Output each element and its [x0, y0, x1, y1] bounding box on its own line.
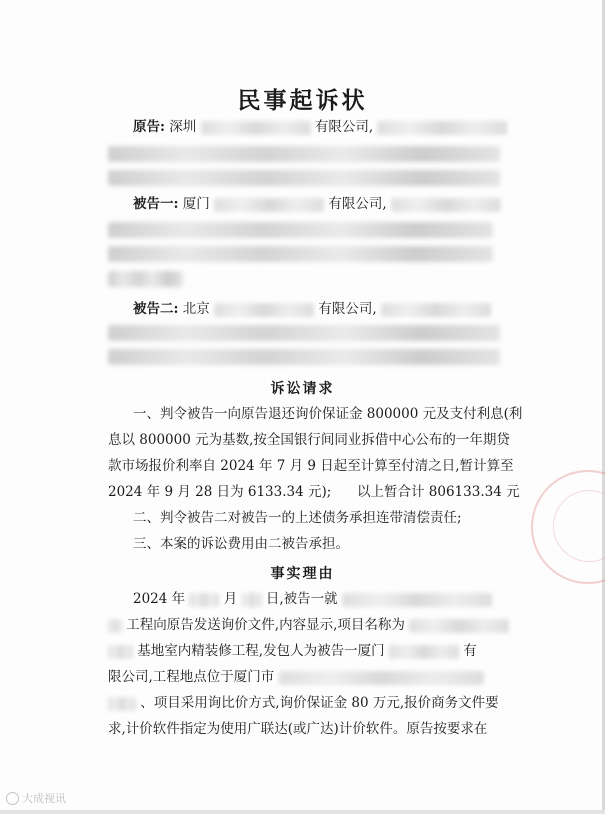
redaction [108, 697, 136, 711]
redaction [214, 303, 314, 317]
redaction [108, 645, 133, 659]
redaction [108, 619, 122, 633]
redaction [214, 198, 324, 212]
fact-text: 月 [223, 591, 238, 607]
fact-line [133, 590, 492, 608]
fact-text: 日,被告一就 [265, 591, 338, 607]
redaction [108, 325, 500, 341]
redaction [377, 121, 507, 135]
redaction [409, 619, 509, 633]
redaction [108, 146, 500, 162]
redaction [391, 198, 501, 212]
fact-line [108, 616, 509, 634]
defendant2-suffix: 有限公司, [318, 301, 377, 317]
fact-text: 、项目采用询比价方式,询价保证金 80 万元,报价商务文件要 [140, 695, 499, 711]
redaction [108, 246, 493, 262]
defendant1-suffix: 有限公司, [328, 196, 387, 212]
claim-line: 三、本案的诉讼费用由二被告承担。 [133, 536, 349, 552]
plaintiff-line [133, 118, 507, 136]
claim-total: 以上暂合计 806133.34 元 [357, 484, 520, 500]
redaction [279, 671, 484, 685]
redaction [389, 645, 459, 659]
redaction [342, 593, 492, 607]
fact-line [108, 668, 484, 686]
defendant1-line [133, 195, 501, 213]
fact-text: 基地室内精装修工程,发包人为被告一厦门 [137, 643, 385, 659]
defendant2-label: 被告二: [133, 301, 179, 317]
fact-line: 求,计价软件指定为使用广联达(或广达)计价软件。原告按要求在 [108, 721, 488, 737]
redaction [201, 121, 311, 135]
defendant2-prefix: 北京 [182, 301, 210, 317]
defendant1-prefix: 厦门 [182, 196, 210, 212]
fact-text: 工程向原告发送询价文件,内容显示,项目名称为 [126, 617, 405, 633]
redaction [381, 303, 491, 317]
redaction [108, 170, 500, 186]
fact-text: 限公司,工程地点位于厦门市 [108, 669, 275, 685]
fact-text: 2024 年 [133, 591, 186, 607]
redaction [108, 349, 500, 365]
redaction [242, 593, 262, 607]
plaintiff-prefix: 深圳 [169, 119, 197, 135]
plaintiff-label: 原告: [133, 119, 165, 135]
fact-line [108, 642, 477, 660]
claim-line: 2024 年 9 月 28 日为 6133.34 元); [108, 484, 332, 500]
defendant2-line [133, 300, 491, 318]
claim-line: 一、判令被告一向原告退还询价保证金 800000 元及支付利息(利 [133, 406, 523, 422]
claim-line: 款市场报价利率自 2024 年 7 月 9 日起至计算至付清之日,暂计算至 [108, 458, 514, 474]
watermark-text: 大成视讯 [22, 792, 66, 805]
watermark [6, 790, 66, 806]
redaction [108, 222, 493, 238]
facts-heading: 事实理由 [270, 566, 335, 582]
claim-line: 二、判令被告二对被告一的上述债务承担连带清偿责任; [133, 510, 462, 526]
fact-line [108, 694, 499, 712]
fact-text: 有 [463, 643, 477, 659]
page-edge-bottom [0, 810, 605, 814]
plaintiff-suffix: 有限公司, [314, 119, 374, 135]
document-title: 民事起诉状 [237, 87, 368, 114]
watermark-logo-icon [6, 792, 19, 805]
claims-heading: 诉讼请求 [270, 381, 335, 397]
redaction [108, 271, 183, 287]
claim-line: 息以 800000 元为基数,按全国银行间同业拆借中心公布的一年期贷 [108, 432, 510, 448]
defendant1-label: 被告一: [133, 196, 179, 212]
redaction [189, 593, 219, 607]
